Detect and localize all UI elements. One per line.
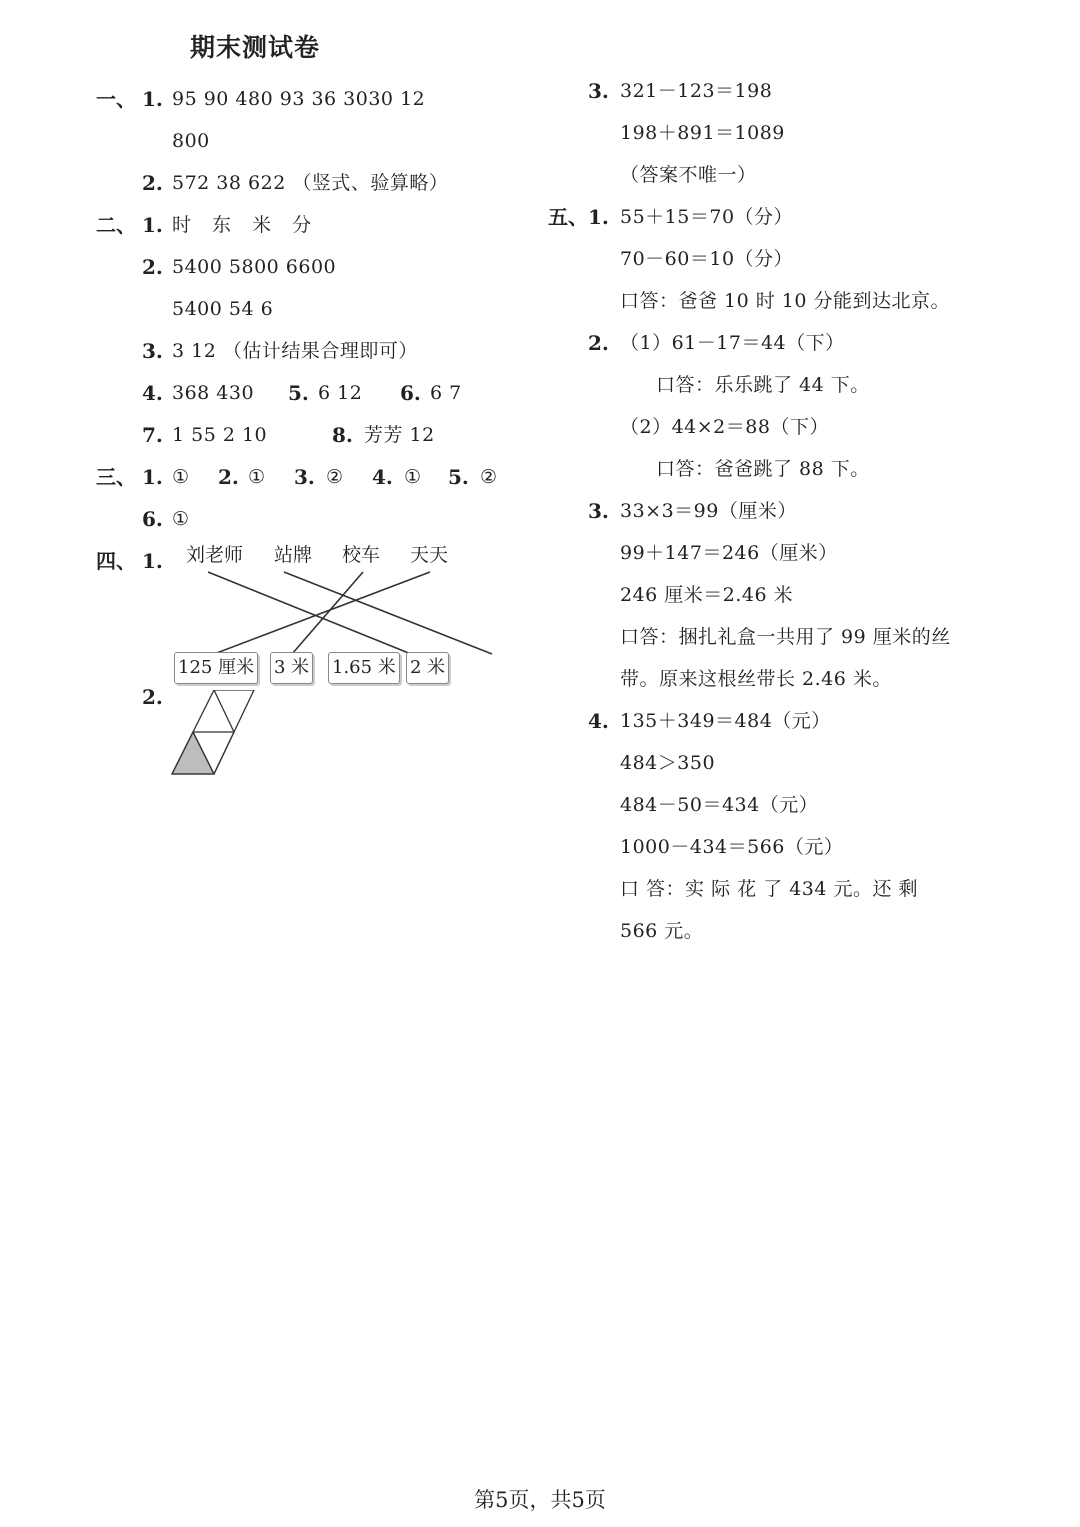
question-number: 8. bbox=[332, 423, 353, 447]
question-number: 7. bbox=[142, 423, 163, 447]
section-5-q1-cont bbox=[548, 238, 988, 280]
section-label: 四、 bbox=[96, 549, 136, 573]
answer-text: 135＋349＝484（元） bbox=[620, 710, 831, 732]
section-1-q2 bbox=[96, 162, 536, 204]
answer-text: 口答：乐乐跳了 44 下。 bbox=[656, 374, 870, 396]
section-2-q1 bbox=[96, 204, 536, 246]
section-5-q1-answer bbox=[548, 280, 988, 322]
section-3-row2 bbox=[96, 498, 536, 540]
answer-text: 321－123＝198 bbox=[620, 80, 773, 102]
answer-text: ① bbox=[172, 466, 190, 488]
section-label: 三、 bbox=[96, 465, 136, 489]
match-line bbox=[214, 572, 430, 654]
question-number: 1. bbox=[142, 87, 163, 111]
right-column bbox=[548, 70, 988, 952]
match-line bbox=[284, 572, 492, 654]
match-bottom-box: 3 米 bbox=[270, 652, 313, 684]
question-number: 2. bbox=[218, 465, 239, 489]
answer-text: 6 7 bbox=[430, 382, 462, 404]
left-column bbox=[96, 78, 536, 780]
answer-text: 1000－434＝566（元） bbox=[620, 836, 844, 858]
shaded-triangle bbox=[172, 732, 214, 774]
answer-text: ① bbox=[248, 466, 266, 488]
section-5-q4 bbox=[548, 700, 988, 742]
section-4-q3-note bbox=[548, 154, 988, 196]
answer-text: 33×3＝99（厘米） bbox=[620, 500, 797, 522]
answer-text: 带。原来这根丝带长 2.46 米。 bbox=[620, 668, 892, 690]
question-number: 3. bbox=[142, 339, 163, 363]
section-3-row1 bbox=[96, 456, 536, 498]
section-5-q2-answer2 bbox=[548, 448, 988, 490]
answer-text: 3 12 （估计结果合理即可） bbox=[172, 340, 418, 362]
matching-diagram bbox=[96, 540, 536, 680]
answer-text: 1 55 2 10 bbox=[172, 424, 268, 446]
answer-text: 246 厘米＝2.46 米 bbox=[620, 584, 794, 606]
section-2-q2 bbox=[96, 246, 536, 288]
question-number: 1. bbox=[142, 549, 163, 573]
question-number: 2. bbox=[588, 331, 609, 355]
page-footer: 第5页，共5页 bbox=[474, 1488, 606, 1512]
answer-text: （1）61－17＝44（下） bbox=[620, 332, 845, 354]
answer-text: 572 38 622 （竖式、验算略） bbox=[172, 172, 449, 194]
answer-text: ② bbox=[480, 466, 498, 488]
answer-text: 时 东 米 分 bbox=[172, 214, 312, 236]
question-number: 5. bbox=[288, 381, 309, 405]
answer-text: ① bbox=[172, 508, 190, 530]
question-number: 6. bbox=[400, 381, 421, 405]
answer-text: 800 bbox=[172, 130, 210, 152]
triangle-figure bbox=[168, 690, 368, 790]
section-4-q3 bbox=[548, 70, 988, 112]
match-bottom-box: 2 米 bbox=[406, 652, 449, 684]
section-label: 二、 bbox=[96, 213, 136, 237]
section-label: 一、 bbox=[96, 87, 136, 111]
page-title: 期末测试卷 bbox=[190, 33, 321, 62]
section-5-q1 bbox=[548, 196, 988, 238]
answer-text: ① bbox=[404, 466, 422, 488]
matching-lines bbox=[96, 540, 536, 685]
match-bottom-box: 1.65 米 bbox=[328, 652, 400, 684]
question-number: 4. bbox=[372, 465, 393, 489]
answer-text: 99＋147＝246（厘米） bbox=[620, 542, 838, 564]
answer-text: 5400 5800 6600 bbox=[172, 256, 337, 278]
question-number: 2. bbox=[142, 685, 163, 709]
section-5-q4-cont2 bbox=[548, 784, 988, 826]
match-line bbox=[208, 572, 411, 654]
question-number: 4. bbox=[588, 709, 609, 733]
match-top-label: 校车 bbox=[342, 544, 381, 566]
answer-text: （2）44×2＝88（下） bbox=[620, 416, 829, 438]
answer-text: 198＋891＝1089 bbox=[620, 122, 785, 144]
section-5-q4-cont3 bbox=[548, 826, 988, 868]
section-5-q4-answer1 bbox=[548, 868, 988, 910]
answer-text: 6 12 bbox=[318, 382, 363, 404]
answer-text: 368 430 bbox=[172, 382, 255, 404]
answer-text: 口答：爸爸跳了 88 下。 bbox=[656, 458, 870, 480]
section-5-q3-cont1 bbox=[548, 532, 988, 574]
answer-text: 5400 54 6 bbox=[172, 298, 274, 320]
question-number: 1. bbox=[142, 465, 163, 489]
question-number: 1. bbox=[588, 205, 609, 229]
section-5-q2 bbox=[548, 322, 988, 364]
section-5-q4-answer2 bbox=[548, 910, 988, 952]
section-2-q2-cont bbox=[96, 288, 536, 330]
section-5-q3-answer1 bbox=[548, 616, 988, 658]
section-4-q3-cont bbox=[548, 112, 988, 154]
question-number: 3. bbox=[588, 499, 609, 523]
question-number: 3. bbox=[294, 465, 315, 489]
section-1-q1 bbox=[96, 78, 536, 120]
question-number: 6. bbox=[142, 507, 163, 531]
answer-text: 口答：捆扎礼盒一共用了 99 厘米的丝 bbox=[620, 626, 951, 648]
section-label: 五、 bbox=[548, 205, 588, 229]
section-4-q2 bbox=[96, 680, 536, 780]
match-top-label: 站牌 bbox=[274, 544, 313, 566]
answer-text: ② bbox=[326, 466, 344, 488]
match-bottom-box: 125 厘米 bbox=[174, 652, 258, 684]
question-number: 3. bbox=[588, 79, 609, 103]
question-number: 2. bbox=[142, 255, 163, 279]
section-2-q4-q6 bbox=[96, 372, 536, 414]
section-5-q3 bbox=[548, 490, 988, 532]
question-number: 4. bbox=[142, 381, 163, 405]
section-5-q3-answer2 bbox=[548, 658, 988, 700]
section-5-q3-cont2 bbox=[548, 574, 988, 616]
answer-text: 芳芳 12 bbox=[364, 424, 435, 446]
answer-text: 566 元。 bbox=[620, 920, 704, 942]
answer-text: 口答：爸爸 10 时 10 分能到达北京。 bbox=[620, 290, 951, 312]
answer-text: 70－60＝10（分） bbox=[620, 248, 794, 270]
answer-text: 484＞350 bbox=[620, 752, 716, 774]
section-2-q3 bbox=[96, 330, 536, 372]
match-top-label: 天天 bbox=[410, 544, 449, 566]
question-number: 2. bbox=[142, 171, 163, 195]
question-number: 1. bbox=[142, 213, 163, 237]
section-5-q2-answer1 bbox=[548, 364, 988, 406]
section-2-q7-q8 bbox=[96, 414, 536, 456]
question-number: 5. bbox=[448, 465, 469, 489]
match-top-label: 刘老师 bbox=[186, 544, 244, 566]
section-1-q1-cont bbox=[96, 120, 536, 162]
answer-text: 口 答：实 际 花 了 434 元。还 剩 bbox=[620, 878, 919, 900]
answer-text: 55＋15＝70（分） bbox=[620, 206, 794, 228]
diagonal-line bbox=[214, 690, 234, 732]
answer-text: 484－50＝434（元） bbox=[620, 794, 819, 816]
diagonal-line bbox=[214, 732, 234, 774]
section-5-q2-part2 bbox=[548, 406, 988, 448]
answer-text: （答案不唯一） bbox=[620, 164, 757, 186]
section-5-q4-cont1 bbox=[548, 742, 988, 784]
answer-text: 95 90 480 93 36 3030 12 bbox=[172, 88, 426, 110]
match-line bbox=[292, 572, 363, 654]
